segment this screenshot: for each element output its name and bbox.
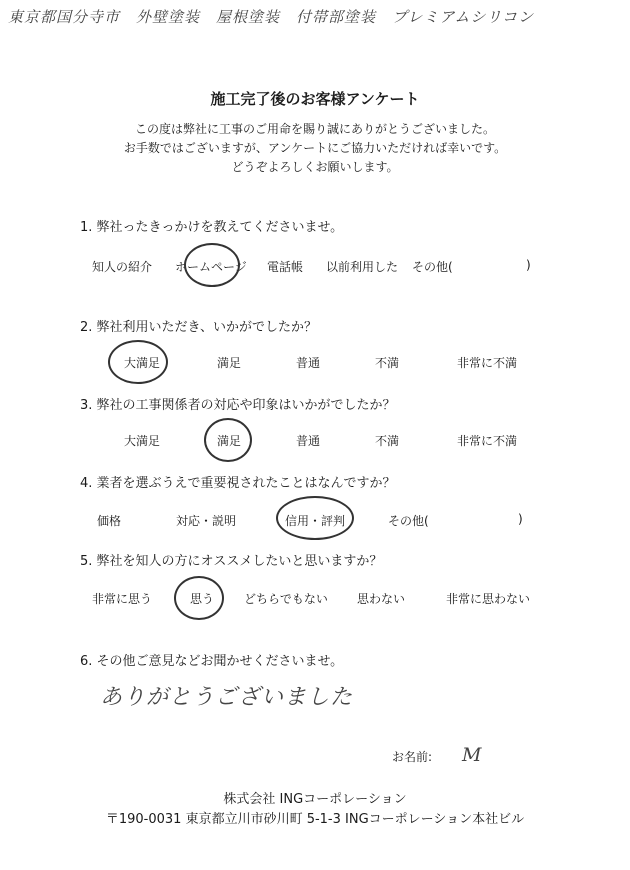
q4-selection-circle: [276, 496, 354, 540]
name-value: M: [462, 744, 482, 766]
q5-selection-circle: [174, 576, 224, 620]
q2-option-very-dissatisfied[interactable]: 非常に不満: [457, 356, 518, 370]
q4-option-trust-reputation[interactable]: 信用・評判: [285, 514, 346, 528]
q5-option-neutral[interactable]: どちらでもない: [244, 592, 328, 606]
question-5-label: 5. 弊社を知人の方にオススメしたいと思いますか？: [80, 554, 383, 569]
q1-option-acquaintance[interactable]: 知人の紹介: [92, 260, 153, 274]
q2-option-satisfied[interactable]: 満足: [217, 356, 242, 370]
q1-other-close-paren: ): [526, 258, 531, 272]
q4-option-price[interactable]: 価格: [97, 514, 122, 528]
q5-option-disagree[interactable]: 思わない: [357, 592, 406, 606]
q3-option-very-satisfied[interactable]: 大満足: [124, 434, 161, 448]
company-address: 〒190-0031 東京都立川市砂川町 5-1-3 INGコーポレーション本社ビル: [105, 812, 525, 827]
question-4-label: 4. 業者を選ぶうえで重要視されたことはなんですか？: [80, 476, 396, 491]
name-label: お名前:: [392, 750, 433, 764]
question-1-label: 1. 弊社ったきっかけを教えてくださいませ。: [80, 220, 344, 235]
q2-option-dissatisfied[interactable]: 不満: [375, 356, 400, 370]
q5-option-strongly-agree[interactable]: 非常に思う: [92, 592, 153, 606]
page-title: 施工完了後のお客様アンケート: [210, 90, 420, 108]
q4-option-service[interactable]: 対応・説明: [176, 514, 237, 528]
intro-line-3: どうぞよろしくお願いします。: [231, 160, 399, 174]
q5-option-agree[interactable]: 思う: [190, 592, 215, 606]
q4-option-other[interactable]: その他(: [388, 514, 429, 528]
q1-selection-circle: [184, 243, 240, 287]
handwritten-header-note: 東京都国分寺市 外壁塗装 屋根塗装 付帯部塗装 プレミアムシリコン: [8, 8, 535, 26]
question-2-label: 2. 弊社利用いただき、いかがでしたか？: [80, 320, 318, 335]
q3-option-very-dissatisfied[interactable]: 非常に不満: [457, 434, 518, 448]
intro-line-1: この度は弊社に工事のご用命を賜り誠にありがとうございました。: [134, 122, 495, 136]
question-6-label: 6. その他ご意見などお聞かせくださいませ。: [80, 654, 344, 669]
q2-option-neutral[interactable]: 普通: [296, 356, 321, 370]
q3-option-satisfied[interactable]: 満足: [217, 434, 242, 448]
q3-option-dissatisfied[interactable]: 不満: [375, 434, 400, 448]
q5-option-strongly-disagree[interactable]: 非常に思わない: [446, 592, 531, 606]
q1-option-previous-use[interactable]: 以前利用した: [326, 260, 399, 274]
q6-handwritten-answer: ありがとうございました: [100, 685, 354, 710]
company-name: 株式会社 INGコーポレーション: [223, 792, 407, 807]
q1-option-homepage[interactable]: ホームページ: [175, 260, 247, 274]
q4-other-close-paren: ): [518, 512, 523, 526]
question-3-label: 3. 弊社の工事関係者の対応や印象はいかがでしたか？: [80, 398, 396, 413]
q2-selection-circle: [108, 340, 168, 384]
intro-line-2: お手数ではございますが、アンケートにご協力いただければ幸いです。: [123, 141, 507, 155]
q3-option-neutral[interactable]: 普通: [296, 434, 321, 448]
q3-selection-circle: [204, 418, 252, 462]
q2-option-very-satisfied[interactable]: 大満足: [124, 356, 161, 370]
q1-option-phonebook[interactable]: 電話帳: [267, 260, 304, 274]
q1-option-other[interactable]: その他(: [412, 260, 453, 274]
